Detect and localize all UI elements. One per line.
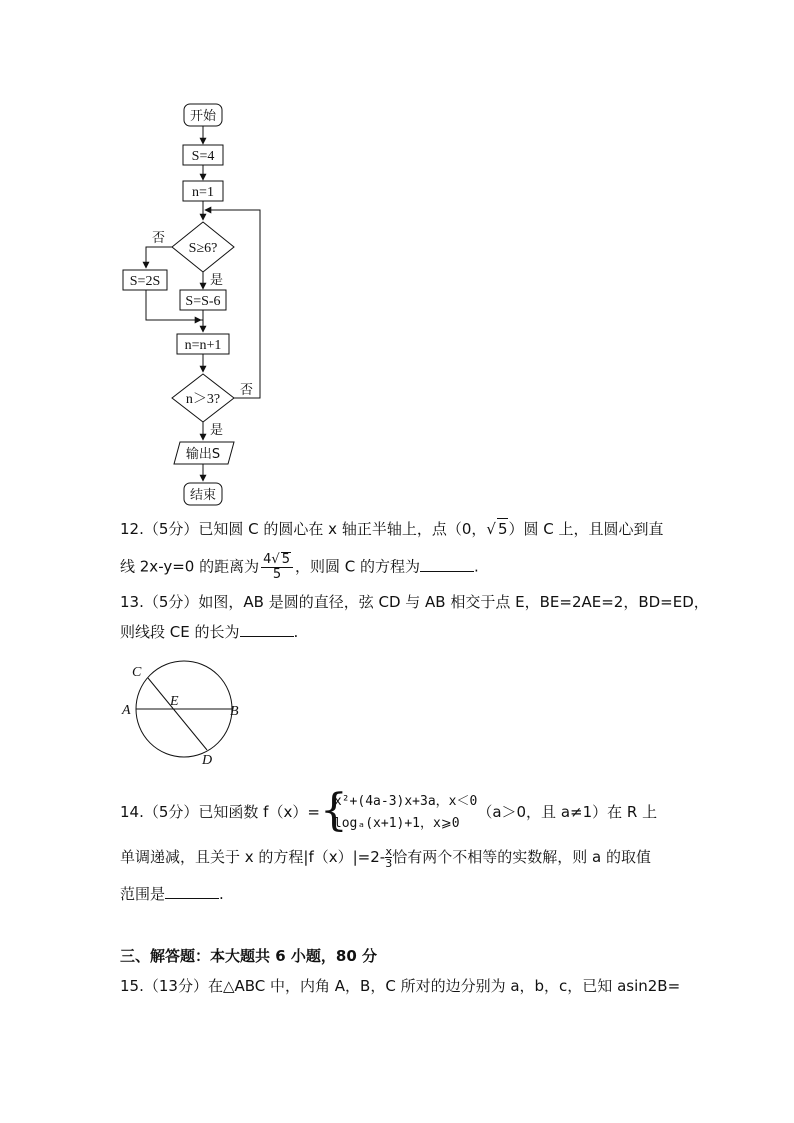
init-n-label: n=1: [192, 185, 214, 200]
section-3-heading: 三、解答题：本大题共 6 小题，80 分: [120, 947, 377, 965]
q14-answer-blank[interactable]: [165, 884, 219, 899]
q12-fraction: $\frac{4√ 5}{5}$: [261, 552, 293, 582]
q14-text-a: 14.（5分）已知函数 f（x）=: [120, 803, 320, 821]
q14-piecewise: [319, 784, 478, 836]
q13-answer-blank[interactable]: [240, 622, 294, 637]
q12-sqrt-arg: 5: [497, 520, 508, 538]
q13-line-1: [120, 592, 709, 612]
circle-diagram: [110, 660, 250, 770]
q12-text-b: ）圆 C 上，且圆心到直: [508, 520, 664, 538]
q14-line3-end: .: [219, 885, 224, 903]
q14-piece-2: logₐ(x+1)+1，x⩾0: [333, 815, 460, 831]
q12-line-1: [120, 518, 664, 539]
q12-frac-coef: 4: [263, 552, 272, 567]
q14-line-2: [120, 846, 651, 869]
q14-piece-1: x²+(4a-3)x+3a，x＜0: [333, 793, 478, 809]
q14-brace: {: [319, 784, 348, 836]
init-s-label: S=4: [191, 149, 215, 164]
q13-line2-end: .: [293, 623, 299, 641]
q13-line2-a: 则线段 CE 的长为: [120, 623, 240, 641]
no-label-2: 否: [240, 383, 254, 398]
q14-frac-num: x: [385, 845, 392, 858]
cond1-label: S≥6?: [188, 241, 218, 256]
start-label: 开始: [189, 109, 217, 124]
q12-text-a: 12.（5分）已知圆 C 的圆心在 x 轴正半轴上，点（0，: [120, 520, 487, 538]
yes-label-1: 是: [210, 273, 224, 288]
q13-line-2: [120, 622, 298, 642]
q14-line2-b: 恰有两个不相等的实数解，则 a 的取值: [392, 848, 651, 866]
label-a: A: [122, 703, 131, 718]
q12-frac-den: 5: [272, 567, 282, 582]
end-label: 结束: [189, 488, 217, 503]
branch-no-label: S=2S: [129, 274, 161, 289]
q12-line2-a: 线 2x-y=0 的距离为: [120, 557, 260, 576]
yes-label-2: 是: [210, 423, 224, 438]
q14-line-3: [120, 884, 224, 904]
chord-cd: [148, 678, 207, 750]
label-e: E: [170, 694, 179, 709]
q15-line-1: 15.（13分）在△ABC 中，内角 A，B，C 所对的边分别为 a，b，c，已知 asin2B=: [120, 977, 681, 995]
q14-line2-a: 单调递减，且关于 x 的方程|f（x）|=2-: [120, 848, 386, 866]
branch-yes-label: S=S-6: [185, 294, 221, 309]
label-b: B: [230, 704, 239, 719]
increment-label: n=n+1: [184, 338, 222, 353]
label-c: C: [132, 665, 142, 680]
q14-text-b: （a＞0，且 a≠1）在 R 上: [477, 803, 658, 821]
q12-sqrt-symbol: √: [486, 520, 496, 538]
q12-line-2: [120, 552, 479, 582]
q13-line1-text: 13.（5分）如图，AB 是圆的直径，弦 CD 与 AB 相交于点 E，BE=2AE=2，BD=ED，: [120, 593, 709, 611]
label-d: D: [202, 753, 213, 768]
program-flowchart: [110, 98, 290, 510]
q12-answer-blank[interactable]: [420, 557, 474, 572]
q14-line-1: [120, 784, 658, 836]
no-label-1: 否: [152, 231, 166, 246]
q12-line2-end: .: [473, 557, 479, 576]
q14-frac-den: 3: [385, 857, 393, 870]
q12-frac-sqrt-arg: 5: [281, 552, 290, 567]
output-label: 输出S: [185, 447, 221, 462]
q14-line3-a: 范围是: [120, 885, 166, 903]
q12-line2-b: ，则圆 C 的方程为: [294, 557, 420, 576]
cond2-label: n＞3?: [185, 392, 221, 407]
